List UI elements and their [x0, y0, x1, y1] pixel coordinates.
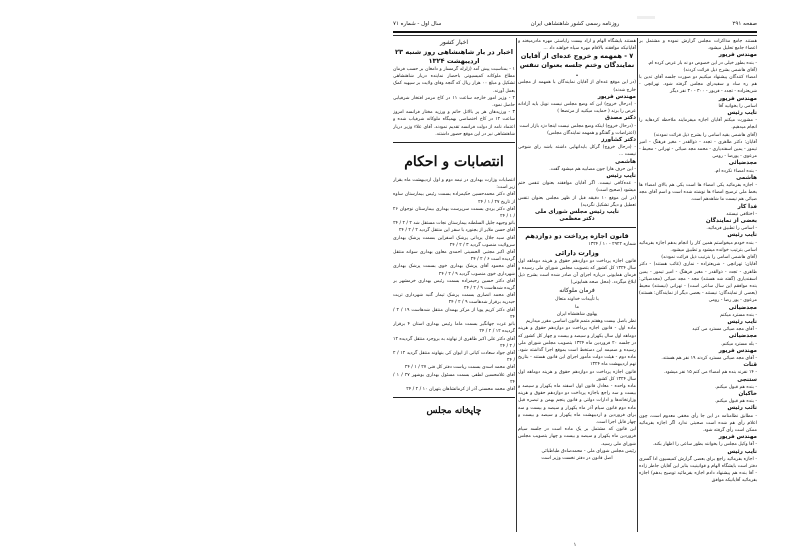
- page-footer-marker: ۱: [573, 542, 577, 548]
- section-rule: [393, 397, 515, 398]
- speaker-name: بعضی از نمایندگان: [705, 218, 757, 225]
- masthead: روزنامه رسمی کشور شاهنشاهی ایران: [530, 21, 620, 27]
- paragraph: آقای محمد اسدی بسمت ریاست دفتر کل فنی ۲۷ / ۱ / ۲۴: [404, 365, 515, 371]
- section-title: انتصابات و احکام: [404, 154, 504, 171]
- section-heading: ۷ - همهمه و خروج عده‌ای از آقایان نمایندگان وختم جلسه بعنوان تنفس .: [519, 52, 635, 79]
- speaker-name: نایب رئیس: [727, 232, 757, 239]
- section-subheading: فرمان ملوکانه: [559, 287, 595, 295]
- paragraph: آقای محمد محسنی آذر از کرمانشاهان بتهران ۱۰ / ۲ / ۲۴: [406, 386, 515, 392]
- paragraph: ماده واحده - معادل قانون اول اسفند ماه یکهزار و سیصد و بیست و سه راجع باجازه پرداخت دو دوازدهم حقوق و هزینه وزارتخانه‌ها و ادارات دولتی و قانون پنجم بهمن و تبصره قبل ماده دوم قانون سیام آذر ماه یکهزار و سیصد و بیست و سه برای فروردین و اردیبهشت ماه یکهزار و سیصد و بیست و چهار قابل اجرا است.: [518, 383, 636, 425]
- signature: نایب رئیس مجلس شورای ملی: [535, 209, 619, 216]
- signature: دکتر معظمی: [559, 216, 595, 223]
- paragraph: - بنده هم قبول میکنم.: [714, 399, 757, 405]
- paragraph: - بنده هم قبول میکنم.: [714, 384, 757, 390]
- paragraph: آقای دکتر حسین رحیمزاده بسمت رئیس بهداری خرمشهر بر گزیده شدهاست ۹ / ۲ / ۲۴: [393, 278, 515, 292]
- header-rule-thin: [393, 35, 757, 36]
- column-divider: [516, 38, 517, 532]
- paragraph: ۱ - بمناسبت پیش آمد (زلزله گرمسار و دامغان بر حسب فرمان مطاع ملوکانه کمیسیونی باحضار نماینده دربار شاهنشاهی تشکیل و مبلغ ۰۰ هزار ریال که گنجه وفای ولایت بر سپهبد کمک بعمل آورند.: [393, 67, 515, 94]
- page-number: صفحه ۲۹۱: [732, 21, 757, 27]
- paragraph: آقای سید جلال یزدانی پزشک اسفراین بسمت پزشک بهداری سرولایت منصوب گردید ۳ / ۲ / ۲۴: [393, 235, 515, 248]
- centered-line: با تأییدات خداوند متعال: [555, 297, 599, 303]
- speaker-name: مجدضیائی: [728, 333, 757, 340]
- paragraph: - آقای مجد ضیائی مسترد می کنید: [692, 327, 757, 333]
- paragraph: (در این موقع عده‌ای از آقایان نمایندگان با همهمه از مجلس خارج شدند): [518, 80, 636, 93]
- paragraph: رئیس مجلس شورای ملی - محمدصادق طباطبائی: [541, 448, 636, 454]
- paragraph: آقای غلامحسین لطفی بسمت مسئول بهداری بوشهر ۲۷ / ۱ / ۲۴: [393, 372, 515, 385]
- speaker-name: نائب رئیس: [727, 405, 757, 412]
- section-heading: اخبار در بار شاهنشاهی روز شنبه ۲۳ اردیبهشت ۱۳۲۴: [395, 48, 513, 65]
- speaker-name: قنات: [743, 362, 757, 369]
- paragraph: - بنده امضاء نکرده ام.: [714, 168, 757, 174]
- paragraph: آقای حسن ملایر از بجنورد با سفر این منتقل گردید ۲ / ۲ / ۲۴: [398, 228, 515, 234]
- paragraph: آقای جواد سعادت کیانی از ایوان کی بنهاوند منتقل گردید ۱۲ / ۲ / ۲۴: [393, 350, 515, 364]
- paragraph: قانون اجازه پرداخت دو دوازدهم حقوق و هزینه دوماهه اول سال ۱۳۲۴ کل کشور: [518, 369, 636, 382]
- centered-line: اصل قانون در دفتر نخست وزیر است: [541, 455, 613, 461]
- section-rule: [518, 227, 636, 228]
- paragraph: آقای دکتر محمدحسین حکیمزاده بسمت رئیس بیمارستان ساوه از تاریخ ۲۷ / ۱ / ۲۴: [393, 192, 515, 205]
- speaker-name: مهندس فریور: [718, 95, 757, 102]
- paragraph: هستند جامع مذاکرات مجلس گزارش نموده و مشتمل بر اعضاء جامع تحلیل میشود.: [639, 39, 757, 52]
- paragraph: آقای اکبر مجتبی الحسینی احمدی معاون بهداری سوانه منتقل گردیده است ۶ / ۲ / ۲۴: [393, 250, 515, 263]
- paragraph: آقایان: دکتر طاهری - تجدد - ذوالقدر - مغیر فرهنگ - امیر تیمور - یمین اسفندیاری - محمد مجد ضیائی - تهرانی - محیط - مرعوی - پورضا - رومی: [639, 139, 757, 160]
- speaker-name: دکتر کشاورز: [601, 137, 636, 144]
- speaker-name: نایب رئیس: [606, 173, 636, 180]
- newspaper-page: [393, 14, 757, 550]
- speaker-name: مهندس فریور: [718, 434, 757, 441]
- paragraph: - مطابق نظامنامه در این جا رأی مخفی معدوم است، چون اعلام رأی هم شده است صحبتی ندارد اگر اجازه بفرمائید ممکن است رأی گرفته شود.: [639, 413, 757, 433]
- column-left: [393, 38, 515, 536]
- column-divider: [637, 38, 638, 532]
- speaker-name: مجدضیائی: [728, 304, 757, 311]
- paragraph: ۳ - ورزیدهان هر پر بالاتل حاتم و ورزید مختار فرانسه امروز ساعت ۱۲ در کاخ اختصاصی بهمیگاه ملوکانه شرفیاب شده و اعتماد نامه از دولت فرانسه تقدیم نمودند. آقای علاء وزیر دربار شاهنشاهی نیز در این موقع حضور داشتند.: [393, 110, 515, 137]
- column-right: [639, 38, 757, 536]
- paragraph: - این حرف هارا جون مصابیه هم میشود گفت.: [549, 166, 636, 172]
- paragraph: - اسامی را تطبیق فرمائید.: [706, 226, 757, 232]
- speaker-name: نایب رئیس: [727, 318, 757, 325]
- paragraph: آقای محمود آقای پزشک بهداری خوی بسمت پزشک بهداری شهرداری خوی منصوب گردید ۹ / ۲ / ۲۴: [393, 264, 515, 277]
- section-heading: قانون اجازه پرداخت دو دوازدهم: [525, 232, 629, 241]
- paragraph: - (درحال خروج) گرکل بایدانهایی داشته باشد رای شوخی نیست ...: [518, 145, 636, 158]
- paragraph: - مشورت میکنم آقایان اجازه میفرمایند ملاحظه کردهاید را انجام میدهیم.: [639, 118, 757, 131]
- paragraph: (اعتراضات و گفتگو و همهمه نمایندگان مجلس): [547, 130, 636, 136]
- column-middle: [518, 38, 636, 536]
- paragraph: بانو عزت جهانگیر بسمت ماما رئیس بهداری استان ۴ برقرار گردیده ۱۲ / ۲ / ۲۴: [393, 322, 515, 335]
- section-subheading: اخبار کشور: [439, 39, 469, 46]
- speaker-name: ستنجی: [737, 376, 757, 383]
- speaker-name: مهندس فریور: [597, 93, 636, 100]
- speaker-name: فدا کار: [737, 203, 757, 210]
- speaker-name: نایب رئیس: [727, 110, 757, 117]
- paragraph: نظر باصل بیست وهفتم متمم قانون اساسی مقرر میداریم: [525, 319, 636, 325]
- paragraph: - آقای مجد ضیائی مسترد کردند ۱۹ نفر هم هستند.: [661, 355, 757, 361]
- paragraph: - بنده مسترد میکنم: [720, 312, 757, 318]
- paragraph: اسامی را بخوانید آقا: [718, 103, 757, 109]
- paragraph: آقای دکتر علی اکبر طاهری از نهاوند به بروجرد منتقل گردیده ۱۲ / ۲ / ۲۴: [393, 336, 515, 349]
- paragraph: - بنده بطور خیلی در این خصوص دو نه بار عرض کرده ام.: [647, 60, 757, 66]
- paragraph: قانون اجازه پرداخت دو دوازدهم حقوق و هزینه دوماهه اول سال ۱۳۲۴ کل کشور که بتصویب مجلس شورای ملی رسیده و فرمان همایونی درباره اجرای آن صادر شده است بشرح ذیل ابلاغ میگردد. (محل صحه همایونی): [518, 258, 636, 286]
- paragraph: انتصابات وزارت بهداری در نیمه دوم و اول اردیبهشت ماه بقرار زیر است:: [393, 178, 515, 191]
- paragraph: آقایان: تهرانچی - شریعتزاده - نماری (غائب هستند) - دکتر طاهری - تجدد - ذوالقدر - مغیر فرهنگ - امیر تیمور - یمین اسفندیاری (گفته شد هستند) مجد - مجد ضیائی (مجدضیائی: بنده موافقم این سال ساعی است) - تهرانی (نیستند) محیط (بعضی از نمایندگان: نیستند - بعضی دیگر از نمایندگان: هستند) مرعوی - پور رضا - رومی: [639, 262, 757, 304]
- paragraph: - بنده خودم میخواستم همین کار را انجام بدهم اجازه بفرمائید اسامی بترتیب خوانده میشود و تطبیق میشود.: [639, 240, 757, 253]
- paragraph: - عده‌کافی نیست. اگر آقایان موافقند بعنوان تنفس ختم میشود (صحیح است): [518, 181, 636, 194]
- paragraph: - (درحال خروج) این که وضع مجلس نیست نوبل باید آزادانه عرض را بزند ( حمایت میکنید از مرتضعا ): [518, 102, 636, 115]
- paragraph: آقای دکتر یزدی بسمت سرپرست بهداری بیمارستان نوجوان ۲۶ / ۱ / ۲۴: [393, 206, 515, 220]
- paragraph: بانو وجیهه جلیل السلطنه بیمارستان نجات مستقل شد ۲ / ۲ / ۲۴: [393, 221, 515, 227]
- paragraph: (در این موقع ۱۰ دقیقه قبل از ظهر مجلس بعنوان تنفس تعطیل و دیگر تشکیل نگردید): [518, 195, 636, 208]
- speaker-name: مهندس فریور: [718, 52, 757, 59]
- paragraph: آقای محمد انصاری بسمت پزشک تیمار گنبد شهرداری تربت حیدریه برقرار شدهاست ۹ / ۲ / ۲۴: [393, 293, 515, 306]
- paragraph: شماره ۲۹۲۲ - ۱۰ / ۱۳۲۴: [588, 242, 636, 248]
- section-heading: وزارت دارائی: [555, 248, 599, 257]
- paragraph: - ۱۴ نفرند بنده هم امضاء می کنم ۱۵ نفر میشود.: [663, 370, 757, 376]
- speaker-name: خاکبان: [738, 390, 757, 397]
- speaker-name: دکتر مصدق: [604, 115, 636, 122]
- paragraph: این قانون که مشتمل بر یک ماده است در جلسه سیام فروردین ماه یکهزار و سیصد و بیست و چهار بتصویب مجلس شورای ملی رسید.: [518, 427, 636, 447]
- centered-line: پهلوی شاهنشاه ایران: [556, 311, 598, 317]
- paragraph: - بله مسترد میکنم.: [720, 341, 757, 347]
- paragraph: - اجازه بفرمائید راجع برای بعضی گزارش کمیسیون ادا گسری دفتر است بایشگاه الهام و قوانینیت بنابر این آقایان جاطر زاده - آقا بنده هم پیشنهاد دادم اجازه بفرمائید توضیح بدهم) اجازه بفرمائید آقایانیکه موافق: [639, 456, 757, 484]
- speaker-name: مهندس فریور: [718, 347, 757, 354]
- speaker-name: هاشمی: [736, 174, 757, 181]
- paragraph: - آقا وکیل مجلس را بخوانند بطور ساعی را اظهار بکند.: [652, 442, 757, 448]
- paragraph: - اختلافی نیستند: [726, 211, 757, 217]
- paragraph: هستند بایشگاه الهام و اراد بیست رایاستی مهره مادرمیخند و آقایانیکه موافقند بالاقام مهره سیاه خواهند داد ...: [518, 39, 636, 52]
- speaker-name: هاشمی: [615, 158, 636, 165]
- paragraph: امضاء کنندگان پیشنهاد میکنیم دو صورت جلسه آقای تدین با هم ره ساد و سفیدرای مجلس گرفته شود. نهرانچی - شریعتزاده - تجدد - فریور - ۳۰۰ - ۳۰ نفر دیگر: [639, 75, 757, 95]
- centered-line: ما: [575, 304, 579, 310]
- paragraph: - اجازه بفرمائید یکی امضاء ها است یکی هم بالای امضاء ها بخط ملی ترضیح امضاء ها نوشته شده است و اسم آقای مجد ضیائی هم نیست ما شاهدهم است.: [639, 183, 757, 203]
- paragraph: ماده اول - قانون اجازه پرداخت دو دوازدهم حقوق و هزینه دوماهه اول سال یکهزار و سیصد و بیست و چهار کل کشور که در جلسه ۲۰ فروردین ماه ۱۳۲۴ بتصویب مجلس شورای ملی رسیده و ضمیمه این دستخط است بموقع اجرا گذاشته شود. ماده دوم - هیئت دولت مأمور اجرای این قانون هستند - بتاریخ نهم اردیبهشت ماه ۱۳۲۴: [518, 326, 636, 368]
- paragraph: - (درحال خروج) اینکه وضع مجلس نیست اینجا دزد بازار است: [519, 123, 636, 129]
- header-rule: [393, 31, 757, 33]
- paragraph: (آقای هاشمی بشرح ذیل قرائت کردند): [683, 67, 757, 73]
- speaker-name: نایب رئیس: [727, 448, 757, 455]
- paragraph: (آقای هاشمی بقیه اسامی را بشرح ذیل قرائت نمودند): [653, 132, 757, 138]
- printer-imprint: چاپخانه مجلس: [426, 406, 482, 417]
- year-issue: سال اول - شماره ۷۱: [393, 21, 442, 27]
- section-rule: [393, 142, 515, 143]
- page-header: [393, 18, 757, 30]
- paragraph: (آقای هاشمی اسامی را بترتیب ذیل قرائت نمودند): [661, 255, 757, 261]
- paragraph: ۲ - وزیر امور خارجه ساعت ۱۱ در کاخ مرمر افتخار شرفیابی حاصل نمود.: [393, 95, 515, 109]
- speaker-name: مجدضیائی: [728, 160, 757, 167]
- paragraph: آقای دکتر کریم پویا از مرکز بهمدان منتقل شدهاست ۱۹ / ۲ / ۲۴: [393, 307, 515, 320]
